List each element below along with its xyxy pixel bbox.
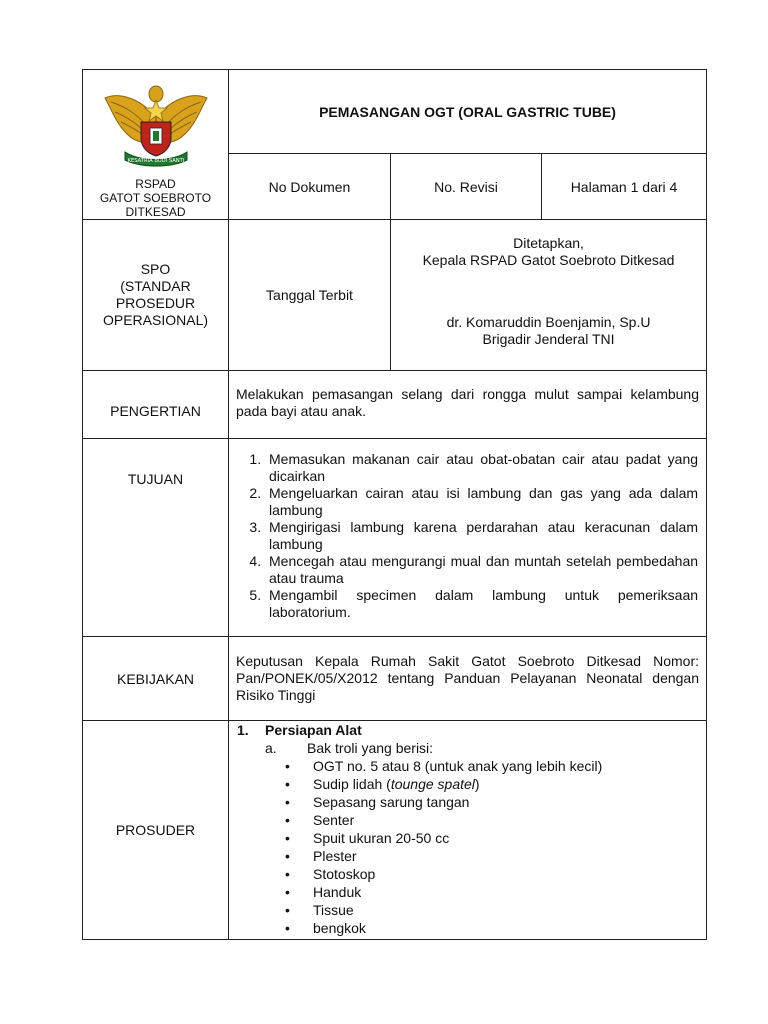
ditetapkan-text: Ditetapkan, — [513, 235, 584, 251]
sub-title: Bak troli yang berisi: — [307, 740, 434, 756]
list-item: • Sepasang sarung tangan — [285, 793, 706, 811]
sub-letter: a. — [265, 740, 277, 756]
tujuan-item: 2. Mengeluarkan cairan atau isi lambung dan gas yang ada dalam lambung — [265, 485, 698, 519]
list-item: • bengkok — [285, 919, 706, 937]
logo-motto-text: KESATRIA BUDI SANTI — [127, 158, 184, 164]
kebijakan-text: Keputusan Kepala Rumah Sakit Gatot Soebroto Ditkesad Nomor: Pan/PONEK/05/X2012 tentang Panduan Pelayanan Neonatal dengan Risiko Tinggi — [229, 637, 707, 721]
tanggal-terbit-label: Tanggal Terbit — [229, 220, 391, 371]
tujuan-item: 3. Mengirigasi lambung karena perdarahan atau keracunan dalam lambung — [265, 519, 698, 553]
bak-troli-subheading — [237, 739, 706, 757]
spo-label-line-3: PROSEDUR — [115, 295, 196, 311]
tujuan-list — [229, 451, 706, 621]
spo-label-line-2: (STANDAR — [120, 278, 191, 294]
approver-rank: Brigadir Jenderal TNI — [482, 331, 615, 347]
list-item: • Tissue — [285, 901, 706, 919]
spo-document-table — [82, 69, 707, 940]
tujuan-item: 5. Mengambil specimen dalam lambung untuk pemeriksaan laboratorium. — [265, 587, 698, 621]
approver-name: dr. Komaruddin Boenjamin, Sp.U — [446, 314, 651, 330]
persiapan-alat-heading — [237, 721, 706, 739]
tujuan-item: 4. Mencegah atau mengurangi mual dan muntah setelah pembedahan atau trauma — [265, 553, 698, 587]
prosedur-label: PROSUDER — [83, 721, 229, 940]
no-dokumen-label: No Dokumen — [229, 154, 391, 220]
tujuan-list-cell — [229, 439, 707, 637]
sudip-prefix: Sudip lidah ( — [313, 776, 391, 792]
list-item: • OGT no. 5 atau 8 (untuk anak yang lebih kecil) — [285, 757, 706, 775]
no-revisi-label: No. Revisi — [391, 154, 542, 220]
pengertian-text: Melakukan pemasangan selang dari rongga mulut sampai kelambung pada bayi atau anak. — [229, 371, 707, 439]
list-item: • Spuit ukuran 20-50 cc — [285, 829, 706, 847]
tujuan-item: 1. Memasukan makanan cair atau obat-obatan cair atau padat yang dicairkan — [265, 451, 698, 485]
kepala-text: Kepala RSPAD Gatot Soebroto Ditkesad — [422, 252, 675, 268]
pengertian-label-text: PENGERTIAN — [110, 403, 201, 419]
section-title: Persiapan Alat — [265, 722, 362, 738]
spo-label-line-4: OPERASIONAL) — [102, 312, 209, 328]
institution-line-3: DITKESAD — [125, 205, 186, 219]
list-item — [285, 775, 706, 793]
kebijakan-label: KEBIJAKAN — [83, 637, 229, 721]
logo-cell — [83, 70, 229, 220]
spo-label — [83, 220, 229, 371]
list-item: • Stotoskop — [285, 865, 706, 883]
list-item: • Plester — [285, 847, 706, 865]
section-number: 1. — [237, 722, 249, 738]
prosedur-content — [229, 721, 707, 940]
institution-line-2: GATOT SOEBROTO — [99, 191, 212, 205]
spo-label-line-1: SPO — [140, 261, 171, 277]
tujuan-label-text: TUJUAN — [127, 471, 184, 487]
document-title: PEMASANGAN OGT (ORAL GASTRIC TUBE) — [229, 70, 707, 154]
institution-name — [83, 177, 228, 219]
sudip-suffix: ) — [474, 776, 480, 792]
alat-list — [237, 757, 706, 937]
institution-line-1: RSPAD — [135, 177, 176, 191]
halaman-label: Halaman 1 dari 4 — [542, 154, 707, 220]
sudip-italic: tounge spatel — [390, 776, 475, 792]
approval-block — [391, 220, 707, 371]
pengertian-label — [83, 371, 229, 439]
tujuan-label — [83, 439, 229, 637]
list-item: • Handuk — [285, 883, 706, 901]
rspad-emblem-logo — [101, 78, 211, 170]
list-item: • Senter — [285, 811, 706, 829]
